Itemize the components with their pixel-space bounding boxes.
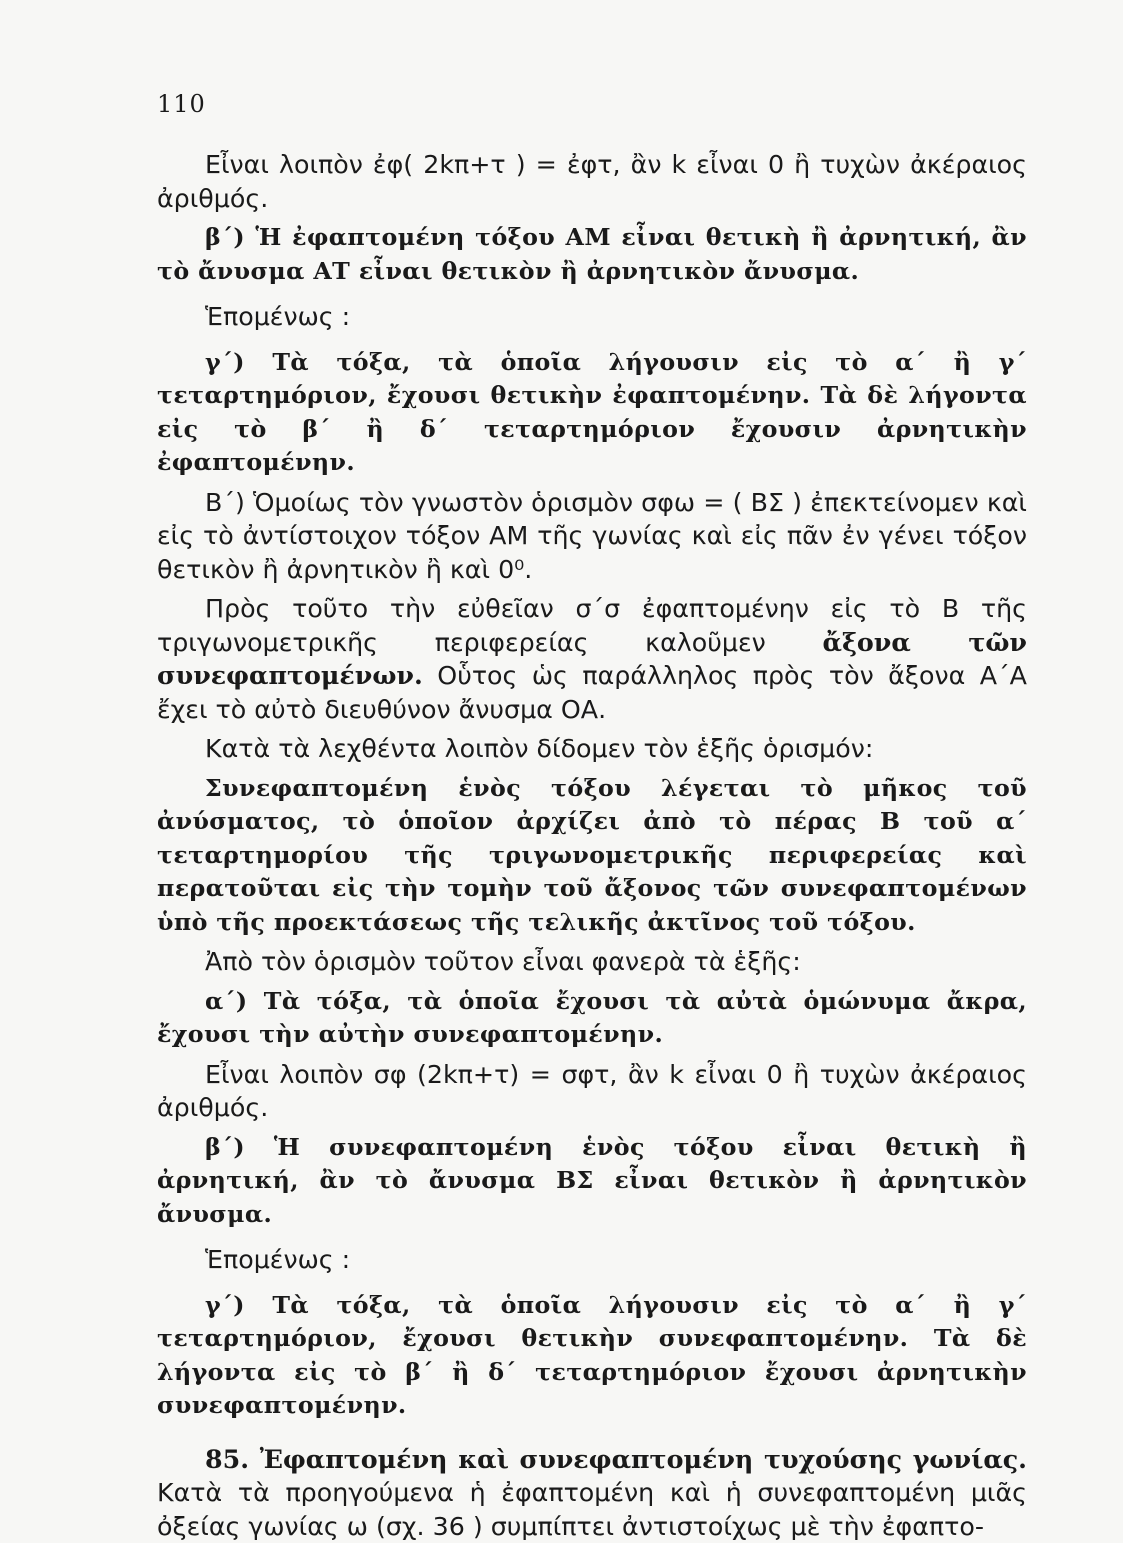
- paragraph: Κατὰ τὰ λεχθέντα λοιπὸν δίδομεν τὸν ἑξῆς ὁρισμόν:: [157, 732, 1027, 766]
- section-paragraph: [157, 1443, 1027, 1543]
- paragraph: Ἀπὸ τὸν ὁρισμὸν τοῦτον εἶναι φανερὰ τὰ ἑξῆς:: [157, 945, 1027, 979]
- paragraph: Β΄) Ὁμοίως τὸν γνωστὸν ὁρισμὸν σφω = ( ΒΣ ) ἐπεκτείνομεν καὶ εἰς τὸ ἀντίστοιχον τόξον ΑΜ τῆς γωνίας καὶ εἰς πᾶν ἐν γένει τόξον θετικὸν ἢ ἀρνητικὸν ἢ καὶ 0⁰.: [157, 486, 1027, 587]
- page-body: [157, 90, 1027, 1543]
- bold-statement: γ΄) Τὰ τόξα, τὰ ὁποῖα λήγουσιν εἰς τὸ α΄ ἢ γ΄ τεταρτημόριον, ἔχουσι θετικὴν ἐφαπτομένην. Τὰ δὲ λήγοντα εἰς τὸ β΄ ἢ δ΄ τεταρτημόριον ἔχουσιν ἀρνητικὴν ἐφαπτομένην.: [157, 346, 1027, 480]
- paragraph: Ἑπομένως :: [157, 300, 1027, 334]
- bold-term: ἄξονα τῶν συνεφαπτομένων.: [157, 627, 1027, 691]
- paragraph: [157, 592, 1027, 726]
- paragraph-text: Κατὰ τὰ προηγούμενα ἡ ἐφαπτομένη καὶ ἡ συνεφαπτομένη μιᾶς ὀξείας γωνίας ω (σχ. 36 ) συμπίπτει ἀντιστοίχως μὲ τὴν ἐφαπτο-: [157, 1478, 1027, 1541]
- definition: Συνεφαπτομένη ἑνὸς τόξου λέγεται τὸ μῆκος τοῦ ἀνύσματος, τὸ ὁποῖον ἀρχίζει ἀπὸ τὸ πέρας Β τοῦ α΄ τεταρτημορίου τῆς τριγωνομετρικῆς περιφερείας καὶ περατοῦται εἰς τὴν τομὴν τοῦ ἄξονος τῶν συνεφαπτομένων ὑπὸ τῆς προεκτάσεως τῆς τελικῆς ἀκτῖνος τοῦ τόξου.: [157, 772, 1027, 940]
- paragraph: Εἶναι λοιπὸν σφ (2kπ+τ) = σφτ, ἂν k εἶναι 0 ἢ τυχὼν ἀκέραιος ἀριθμός.: [157, 1058, 1027, 1125]
- bold-statement: γ΄) Τὰ τόξα, τὰ ὁποῖα λήγουσιν εἰς τὸ α΄ ἢ γ΄ τεταρτημόριον, ἔχουσι θετικὴν συνεφαπτομένην. Τὰ δὲ λήγοντα εἰς τὸ β΄ ἢ δ΄ τεταρτημόριον ἔχουσι ἀρνητικὴν συνεφαπτομένην.: [157, 1289, 1027, 1423]
- bold-statement: β΄) Ἡ συνεφαπτομένη ἑνὸς τόξου εἶναι θετικὴ ἢ ἀρνητική, ἂν τὸ ἄνυσμα ΒΣ εἶναι θετικὸν ἢ ἀρνητικὸν ἄνυσμα.: [157, 1131, 1027, 1232]
- page-number: 110: [157, 90, 1027, 118]
- paragraph-text: Πρὸς τοῦτο τὴν εὐθεῖαν σ΄σ ἐφαπτομένην εἰς τὸ Β τῆς τριγωνομετρικῆς περιφερείας καλοῦμεν: [157, 594, 1027, 657]
- paragraph: Εἶναι λοιπὸν ἐφ( 2kπ+τ ) = ἐφτ, ἂν k εἶναι 0 ἢ τυχὼν ἀκέραιος ἀριθμός.: [157, 148, 1027, 215]
- paragraph: Ἑπομένως :: [157, 1243, 1027, 1277]
- section-heading: 85. Ἐφαπτομένη καὶ συνεφαπτομένη τυχούσης γωνίας.: [205, 1444, 1027, 1474]
- bold-statement: α΄) Τὰ τόξα, τὰ ὁποῖα ἔχουσι τὰ αὐτὰ ὁμώνυμα ἄκρα, ἔχουσι τὴν αὐτὴν συνεφαπτομένην.: [157, 985, 1027, 1052]
- bold-statement: β΄) Ἡ ἐφαπτομένη τόξου ΑΜ εἶναι θετικὴ ἢ ἀρνητική, ἂν τὸ ἄνυσμα ΑΤ εἶναι θετικὸν ἢ ἀρνητικὸν ἄνυσμα.: [157, 221, 1027, 288]
- paragraph-text: Οὗτος ὡς παράλληλος πρὸς τὸν ἄξονα Α΄Α ἔχει τὸ αὐτὸ διευθύνον ἄνυσμα ΟΑ.: [157, 661, 1027, 724]
